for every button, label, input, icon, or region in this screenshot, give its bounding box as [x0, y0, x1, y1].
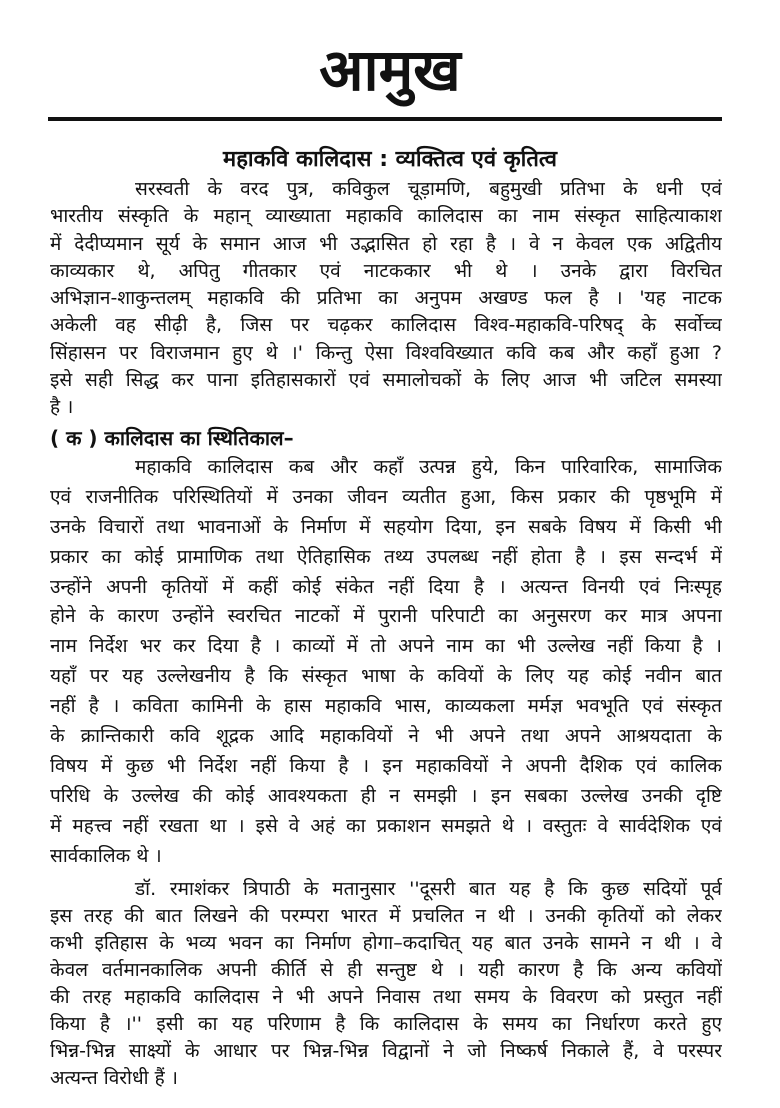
text-line: सरस्वती के वरद पुत्र, कविकुल चूड़ामणि, बहुमुखी प्रतिभा के धनी एवं — [135, 178, 722, 200]
text-line: कभी इतिहास के भव्य भवन का निर्माण होगा–कदाचित् यह बात उनके सामने न थी । वे — [50, 932, 722, 954]
text-line: सिंहासन पर विराजमान हुए थे ।' किन्तु ऐसा विश्वविख्यात कवि कब और कहाँ हुआ ? — [50, 341, 722, 364]
text-line: है । — [50, 396, 74, 419]
text-line: प्रकार का कोई प्रामाणिक तथा ऐतिहासिक तथ्य उपलब्ध नहीं होता है । इस सन्दर्भ में — [50, 545, 722, 568]
text-line: भारतीय संस्कृति के महान् व्याख्याता महाकवि कालिदास का नाम संस्कृत साहित्याकाश — [50, 205, 722, 228]
title-divider — [48, 117, 722, 121]
paragraph-tripathi-quote — [50, 876, 722, 1092]
text-line: इस तरह की बात लिखने की परम्परा भारत में प्रचलित न थी । उनकी कृतियों को लेकर — [50, 905, 722, 927]
text-line: नाम निर्देश भर कर दिया है । काव्यों में तो अपने नाम का भी उल्लेख नहीं किया है । — [50, 635, 722, 658]
text-line: के क्रान्तिकारी कवि शूद्रक आदि महाकवियों ने भी अपने तथा अपने आश्रयदाता के — [50, 725, 722, 748]
text-line: एवं राजनीतिक परिस्थितियों में उनका जीवन व्यतीत हुआ, किस प्रकार की पृष्ठभूमि में — [50, 485, 722, 508]
text-line: यहाँ पर यह उल्लेखनीय है कि संस्कृत भाषा के कवियों के लिए यह कोई नवीन बात — [50, 665, 722, 688]
text-line: महाकवि कालिदास कब और कहाँ उत्पन्न हुये, किन पारिवारिक, सामाजिक — [135, 456, 722, 478]
text-line: अत्यन्त विरोधी हैं । — [50, 1067, 178, 1089]
text-line: उनके विचारों तथा भावनाओं के निर्माण में सहयोग दिया, इन सबके विषय में किसी भी — [50, 515, 722, 538]
text-line: में देदीप्यमान सूर्य के समान आज भी उद्भासित हो रहा है । वे न केवल एक अद्वितीय — [50, 232, 722, 255]
text-line: होने के कारण उन्होंने स्वरचित नाटकों में पुरानी परिपाटी का अनुसरण कर मात्र अपना — [50, 605, 722, 628]
paragraph-intro — [50, 176, 722, 422]
text-line: परिधि के उल्लेख की कोई आवश्यकता ही न समझी । इन सबका उल्लेख उनकी दृष्टि — [50, 784, 722, 807]
chapter-subtitle: महाकवि कालिदास : व्यक्तित्व एवं कृतित्व — [223, 147, 557, 172]
text-line: केवल वर्तमानकालिक अपनी कीर्ति से ही सन्तुष्ट थे । यही कारण है कि अन्य कवियों — [50, 959, 722, 981]
paragraph-period — [50, 453, 722, 871]
text-line: में महत्त्व नहीं रखता था । इसे वे अहं का प्रकाशन समझते थे । वस्तुतः वे सार्वदेशिक एवं — [50, 814, 722, 837]
text-line: उन्होंने अपनी कृतियों में कहीं कोई संकेत नहीं दिया है । अत्यन्त विनयी एवं निःस्पृह — [50, 575, 722, 598]
text-line: अभिज्ञान-शाकुन्तलम् महाकवि की प्रतिभा का अनुपम अखण्ड फल है । 'यह नाटक — [50, 287, 722, 310]
text-line: नहीं है । कविता कामिनी के हास महाकवि भास, काव्यकला मर्मज्ञ भवभूति एवं संस्कृत — [50, 695, 722, 718]
text-line: इसे सही सिद्ध कर पाना इतिहासकारों एवं समालोचकों के लिए आज भी जटिल समस्या — [50, 369, 722, 392]
section-heading: ( क ) कालिदास का स्थितिकाल– — [50, 426, 294, 450]
text-line: भिन्न-भिन्न साक्ष्यों के आधार पर भिन्न-भिन्न विद्वानों ने जो निष्कर्ष निकाले हैं, वे परस्पर — [50, 1040, 722, 1062]
text-line: सार्वकालिक थे । — [50, 844, 162, 867]
text-line: काव्यकार थे, अपितु गीतकार एवं नाटककार भी थे । उनके द्वारा विरचित — [50, 259, 722, 282]
text-line: की तरह महाकवि कालिदास ने भी अपने निवास तथा समय के विवरण को प्रस्तुत नहीं — [50, 986, 722, 1008]
page-title: आमुख — [319, 36, 461, 104]
text-line: डॉ. रमाशंकर त्रिपाठी के मतानुसार ''दूसरी बात यह है कि कुछ सदियों पूर्व — [135, 878, 722, 900]
text-line: किया है ।'' इसी का यह परिणाम है कि कालिदास के समय का निर्धारण करते हुए — [50, 1013, 722, 1035]
text-line: विषय में कुछ भी निर्देश नहीं किया है । इन महाकवियों ने अपनी दैशिक एवं कालिक — [50, 754, 722, 777]
text-line: अकेली वह सीढ़ी है, जिस पर चढ़कर कालिदास विश्व-महाकवि-परिषद् के सर्वोच्च — [50, 314, 722, 337]
